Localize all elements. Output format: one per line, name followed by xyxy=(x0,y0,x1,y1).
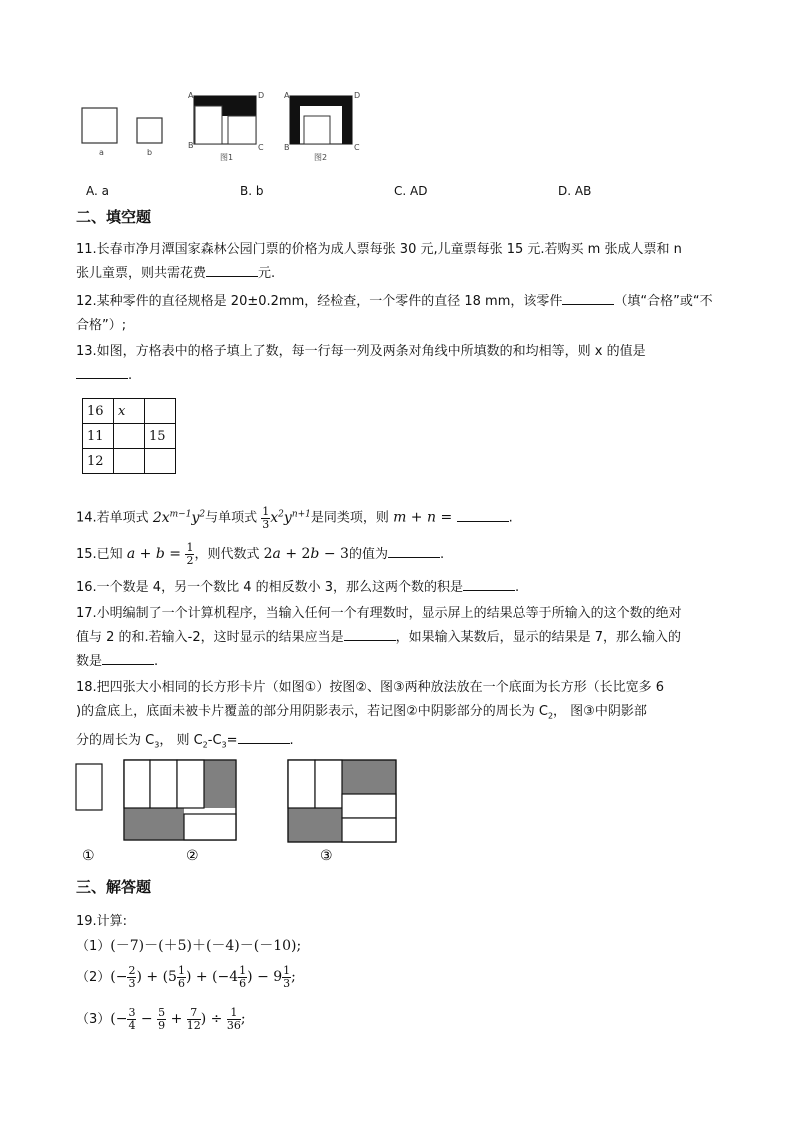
answer-blank-12[interactable] xyxy=(562,291,614,305)
question-16: 16.一个数是 4，另一个数比 4 的相反数小 3，那么这两个数的积是 . xyxy=(76,576,726,600)
figure-label-3: ③ xyxy=(320,848,333,864)
fig1-caption: 图1 xyxy=(220,153,234,162)
question-11: 11.长春市净月潭国家森林公园门票的价格为成人票每张 30 元,儿童票每张 15 元.若购买 m 张成人票和 n 张儿童票，则共需花费 元. xyxy=(76,242,682,281)
answer-blank-18[interactable] xyxy=(238,730,290,744)
question-19-part-2: （2）(− $\frac{2}{3}$ ) + (5 $\frac{1}{6}$ ) + (−4 $\frac{1}{6}$ ) − 9 $\frac{1}{3}$ ; xyxy=(76,964,296,990)
svg-text:D: D xyxy=(258,91,265,100)
square-a xyxy=(82,108,117,143)
question-12: 12.某种零件的直径规格是 20±0.2mm，经检查，一个零件的直径 18 mm，该零件 （填“合格”或“不 合格”）; xyxy=(76,290,726,338)
svg-text:A: A xyxy=(284,91,290,100)
grid-cell xyxy=(114,449,145,474)
label-a: a xyxy=(99,148,104,157)
section-fill-blank-title: 二、填空题 xyxy=(76,208,152,226)
figure-label-1: ① xyxy=(82,848,95,864)
grid-cell xyxy=(145,399,176,424)
question-15: 15.已知 a + b = $\frac{1}{2}$ ，则代数式 2a + 2b − 3的值为 . xyxy=(76,541,445,567)
svg-text:D: D xyxy=(354,91,361,100)
svg-text:B: B xyxy=(188,141,194,150)
card-figure-3 xyxy=(288,760,396,842)
label-b: b xyxy=(147,148,153,157)
section-solve-title: 三、解答题 xyxy=(76,878,152,896)
grid-row xyxy=(83,424,176,449)
option-d[interactable]: D. AB xyxy=(558,184,592,198)
grid-cell xyxy=(145,449,176,474)
question-19: 19.计算: xyxy=(76,914,128,929)
grid-row xyxy=(83,399,176,424)
grid-cell xyxy=(114,424,145,449)
card-figures xyxy=(70,756,410,866)
svg-text:B: B xyxy=(284,143,290,152)
grid-cell: 11 xyxy=(83,424,114,449)
grid-cell: x xyxy=(114,399,145,424)
answer-blank-16[interactable] xyxy=(463,577,515,591)
answer-blank-17b[interactable] xyxy=(102,651,154,665)
option-b[interactable]: B. b xyxy=(240,184,264,198)
figure-label-2: ② xyxy=(186,848,199,864)
answer-blank-17a[interactable] xyxy=(344,627,396,641)
answer-blank-14[interactable] xyxy=(457,508,509,522)
question-13: 13.如图，方格表中的格子填上了数，每一行每一列及两条对角线中所填数的和均相等，则 x 的值是 . xyxy=(76,344,646,383)
answer-blank-11[interactable] xyxy=(206,263,258,277)
magic-square-grid xyxy=(82,398,176,474)
question-17: 17.小明编制了一个计算机程序，当输入任何一个有理数时，显示屏上的结果总等于所输入的这个数的绝对 值与 2 的和.若输入-2，这时显示的结果应当是 ，如果输入某数后，显示的结果是 7，那么输入的 数是 . xyxy=(76,606,682,669)
question-14: 14.若单项式 $2x^{m-1}y^2$与单项式 $\frac{1}{3}$ $x^2y^{n+1}$是同类项，则 m + n = . xyxy=(76,504,513,531)
svg-text:C: C xyxy=(354,143,360,152)
answer-blank-15[interactable] xyxy=(388,544,440,558)
option-c[interactable]: C. AD xyxy=(394,184,428,198)
option-a[interactable]: A. a xyxy=(86,184,109,198)
top-figure xyxy=(74,88,374,168)
svg-text:A: A xyxy=(188,91,194,100)
grid-row xyxy=(83,449,176,474)
square-b xyxy=(137,118,162,143)
svg-text:C: C xyxy=(258,143,264,152)
question-18: 18.把四张大小相同的长方形卡片（如图①）按图②、图③两种放法放在一个底面为长方形（长比宽多 6 )的盒底上，底面未被卡片覆盖的部分用阴影表示，若记图②中阴影部分的周长为 $C_2$， 图③中阴影部 分的周长为 $C_3$， 则 $C_2-C_3=$ . xyxy=(76,680,665,750)
fig2-caption: 图2 xyxy=(314,153,328,162)
card-figure-1 xyxy=(76,764,102,810)
grid-cell: 12 xyxy=(83,449,114,474)
question-19-part-3: （3）(− $\frac{3}{4}$ − $\frac{5}{9}$ + $\frac{7}{12}$ ) ÷ $\frac{1}{36}$ ; xyxy=(76,1006,246,1032)
question-19-part-1: （1）(－7)－(＋5)＋(－4)－(－10); xyxy=(76,938,302,954)
grid-cell: 15 xyxy=(145,424,176,449)
card-figure-2 xyxy=(124,760,236,840)
answer-blank-13[interactable] xyxy=(76,365,128,379)
grid-cell: 16 xyxy=(83,399,114,424)
